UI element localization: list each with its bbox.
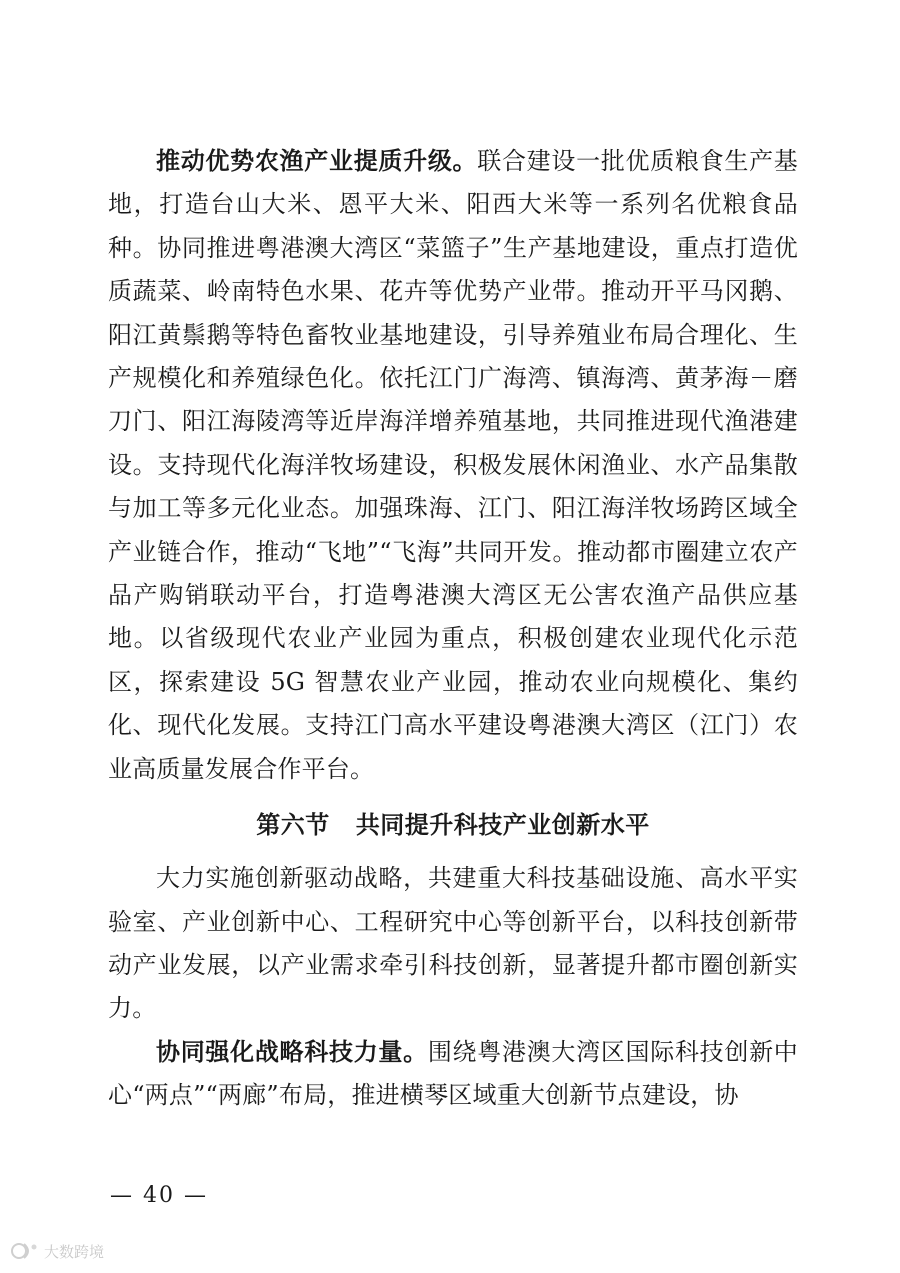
paragraph-text: 联合建设一批优质粮食生产基地，打造台山大米、恩平大米、阳西大米等一系列名优粮食品种。协同推进粤港澳大湾区“菜篮子”生产基地建设，重点打造优质蔬菜、岭南特色水果、花卉等优势产业带。推动开平马冈鹅、阳江黄鬃鹅等特色畜牧业基地建设，引导养殖业布局合理化、生产规模化和养殖绿色化。依托江门广海湾、镇海湾、黄茅海－磨刀门、阳江海陵湾等近岸海洋增养殖基地，共同推进现代渔港建设。支持现代化海洋牧场建设，积极发展休闲渔业、水产品集散与加工等多元化业态。加强珠海、江门、阳江海洋牧场跨区域全产业链合作，推动“飞地”“飞海”共同开发。推动都市圈建立农产品产购销联动平台，打造粤港澳大湾区无公害农渔产品供应基地。以省级现代农业产业园为重点，积极创建农业现代化示范区，探索建设 5G 智慧农业产业园，推动农业向规模化、集约化、现代化发展。支持江门高水平建设粤港澳大湾区（江门）农业高质量发展合作平台。	[108, 147, 798, 783]
section-heading	[108, 805, 798, 845]
section-title: 共同提升科技产业创新水平	[355, 811, 650, 840]
paragraph-innovation-intro	[108, 857, 798, 1031]
paragraph-strategic-tech	[108, 1031, 798, 1118]
paragraph-lead: 协同强化战略科技力量。	[156, 1037, 428, 1066]
paragraph-lead: 推动优势农渔产业提质升级。	[156, 147, 478, 175]
watermark	[10, 1240, 104, 1262]
page-number: — 40 —	[110, 1183, 208, 1208]
section-number: 第六节	[256, 811, 330, 840]
paragraph-agriculture	[108, 140, 798, 791]
document-body	[108, 140, 798, 1118]
paragraph-text: 大力实施创新驱动战略，共建重大科技基础设施、高水平实验室、产业创新中心、工程研究中心等创新平台，以科技创新带动产业发展，以产业需求牵引科技创新，显著提升都市圈创新实力。	[108, 864, 798, 1023]
brand-logo-icon	[10, 1240, 40, 1262]
watermark-text: 大数跨境	[44, 1242, 105, 1261]
paragraph-text: 围绕粤港澳大湾区国际科技创新中心“两点”“两廊”布局，推进横琴区域重大创新节点建设，协	[108, 1037, 799, 1110]
